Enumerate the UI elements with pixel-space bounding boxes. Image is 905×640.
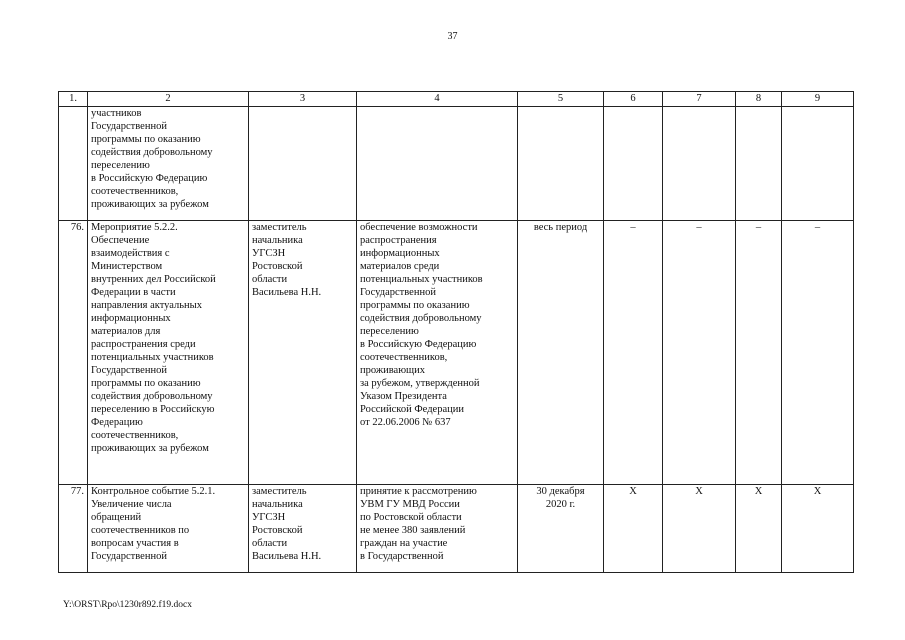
col7-cell: Х (663, 485, 736, 573)
cell-line: информационных (360, 248, 440, 259)
table-row (59, 485, 854, 573)
cell-line: Увеличение числа (91, 499, 172, 510)
document-path-footer: Y:\ORST\Rpo\1230r892.f19.docx (63, 600, 192, 610)
cell-line: Мероприятие 5.2.2. (91, 222, 178, 233)
cell-line: распространения среди (91, 339, 196, 350)
cell-line: переселению в Российскую (91, 404, 215, 415)
event-cell (88, 107, 249, 221)
cell-line: обеспечение возможности (360, 222, 478, 233)
cell-line: Федерацию (91, 417, 143, 428)
period-cell: 30 декабря 2020 г. (518, 485, 604, 573)
cell-line: соотечественников, (91, 186, 179, 197)
responsible-cell (249, 485, 357, 573)
header-cell-1: 1. (59, 92, 88, 107)
cell-line: заместитель (252, 222, 307, 233)
cell-line: области (252, 538, 288, 549)
cell-line: в Государственной (360, 551, 444, 562)
cell-line: Федерации в части (91, 287, 176, 298)
cell-line: потенциальных участников (91, 352, 214, 363)
header-cell-8: 8 (736, 92, 782, 107)
cell-line: Ростовской (252, 525, 303, 536)
header-cell-9: 9 (782, 92, 854, 107)
cell-line: соотечественников по (91, 525, 190, 536)
cell-line: информационных (91, 313, 171, 324)
header-cell-3: 3 (249, 92, 357, 107)
cell-line: соотечественников, (360, 352, 448, 363)
cell-line: Государственной (91, 551, 167, 562)
result-cell (357, 107, 518, 221)
header-cell-4: 4 (357, 92, 518, 107)
col9-cell (782, 107, 854, 221)
cell-line: граждан на участие (360, 538, 448, 549)
col6-cell: Х (604, 485, 663, 573)
row-number: 77. (59, 485, 88, 573)
event-cell (88, 221, 249, 485)
page-number: 37 (447, 31, 458, 42)
cell-line: в Российскую Федерацию (91, 173, 208, 184)
header-cell-7: 7 (663, 92, 736, 107)
cell-line: начальника (252, 235, 303, 246)
cell-line: УГСЗН (252, 248, 286, 259)
cell-line: начальника (252, 499, 303, 510)
plan-table (58, 91, 854, 573)
result-cell (357, 221, 518, 485)
cell-line: переселению (360, 326, 419, 337)
cell-line: распространения (360, 235, 437, 246)
cell-line: потенциальных участников (360, 274, 483, 285)
header-cell-2: 2 (88, 92, 249, 107)
responsible-cell (249, 107, 357, 221)
cell-line: Государственной (360, 287, 436, 298)
cell-line: программы по оказанию (91, 378, 201, 389)
col9-cell: – (782, 221, 854, 485)
cell-line: УГСЗН (252, 512, 286, 523)
header-cell-6: 6 (604, 92, 663, 107)
cell-line: содействия добровольному (360, 313, 482, 324)
cell-line: области (252, 274, 288, 285)
cell-line: Ростовской (252, 261, 303, 272)
cell-line: программы по оказанию (91, 134, 201, 145)
cell-line: не менее 380 заявлений (360, 525, 466, 536)
table-row (59, 107, 854, 221)
result-cell (357, 485, 518, 573)
cell-line: участников (91, 108, 142, 119)
cell-line: Российской Федерации (360, 404, 464, 415)
cell-line: принятие к рассмотрению (360, 486, 477, 497)
cell-line: переселению (91, 160, 150, 171)
col8-cell: – (736, 221, 782, 485)
responsible-cell (249, 221, 357, 485)
col8-cell: Х (736, 485, 782, 573)
cell-line: проживающих (360, 365, 426, 376)
col6-cell: – (604, 221, 663, 485)
cell-line: в Российскую Федерацию (360, 339, 477, 350)
cell-line: взаимодействия с (91, 248, 170, 259)
cell-line: Обеспечение (91, 235, 150, 246)
cell-line: Васильева Н.Н. (252, 551, 322, 562)
cell-line: от 22.06.2006 № 637 (360, 417, 451, 428)
col8-cell (736, 107, 782, 221)
cell-line: содействия добровольному (91, 391, 213, 402)
cell-line: обращений (91, 512, 142, 523)
col9-cell: Х (782, 485, 854, 573)
cell-line: вопросам участия в (91, 538, 179, 549)
cell-line: УВМ ГУ МВД России (360, 499, 460, 510)
row-number (59, 107, 88, 221)
cell-line: соотечественников, (91, 430, 179, 441)
cell-line: Васильева Н.Н. (252, 287, 322, 298)
period-cell (518, 107, 604, 221)
cell-line: содействия добровольному (91, 147, 213, 158)
cell-line: Государственной (91, 121, 167, 132)
event-cell (88, 485, 249, 573)
cell-line: программы по оказанию (360, 300, 470, 311)
cell-line: внутренних дел Российской (91, 274, 216, 285)
period-cell: весь период (518, 221, 604, 485)
cell-line: проживающих за рубежом (91, 443, 209, 454)
cell-line: материалов среди (360, 261, 440, 272)
cell-line: материалов для (91, 326, 161, 337)
cell-line: заместитель (252, 486, 307, 497)
cell-line: Государственной (91, 365, 167, 376)
row-number: 76. (59, 221, 88, 485)
cell-line: Указом Президента (360, 391, 447, 402)
cell-line: за рубежом, утвержденной (360, 378, 480, 389)
table-row (59, 221, 854, 485)
cell-line: направления актуальных (91, 300, 202, 311)
cell-line: по Ростовской области (360, 512, 462, 523)
cell-line: Министерством (91, 261, 163, 272)
header-cell-5: 5 (518, 92, 604, 107)
cell-line: проживающих за рубежом (91, 199, 209, 210)
col7-cell: – (663, 221, 736, 485)
col7-cell (663, 107, 736, 221)
table-header-row (59, 92, 854, 107)
cell-line: Контрольное событие 5.2.1. (91, 486, 216, 497)
col6-cell (604, 107, 663, 221)
